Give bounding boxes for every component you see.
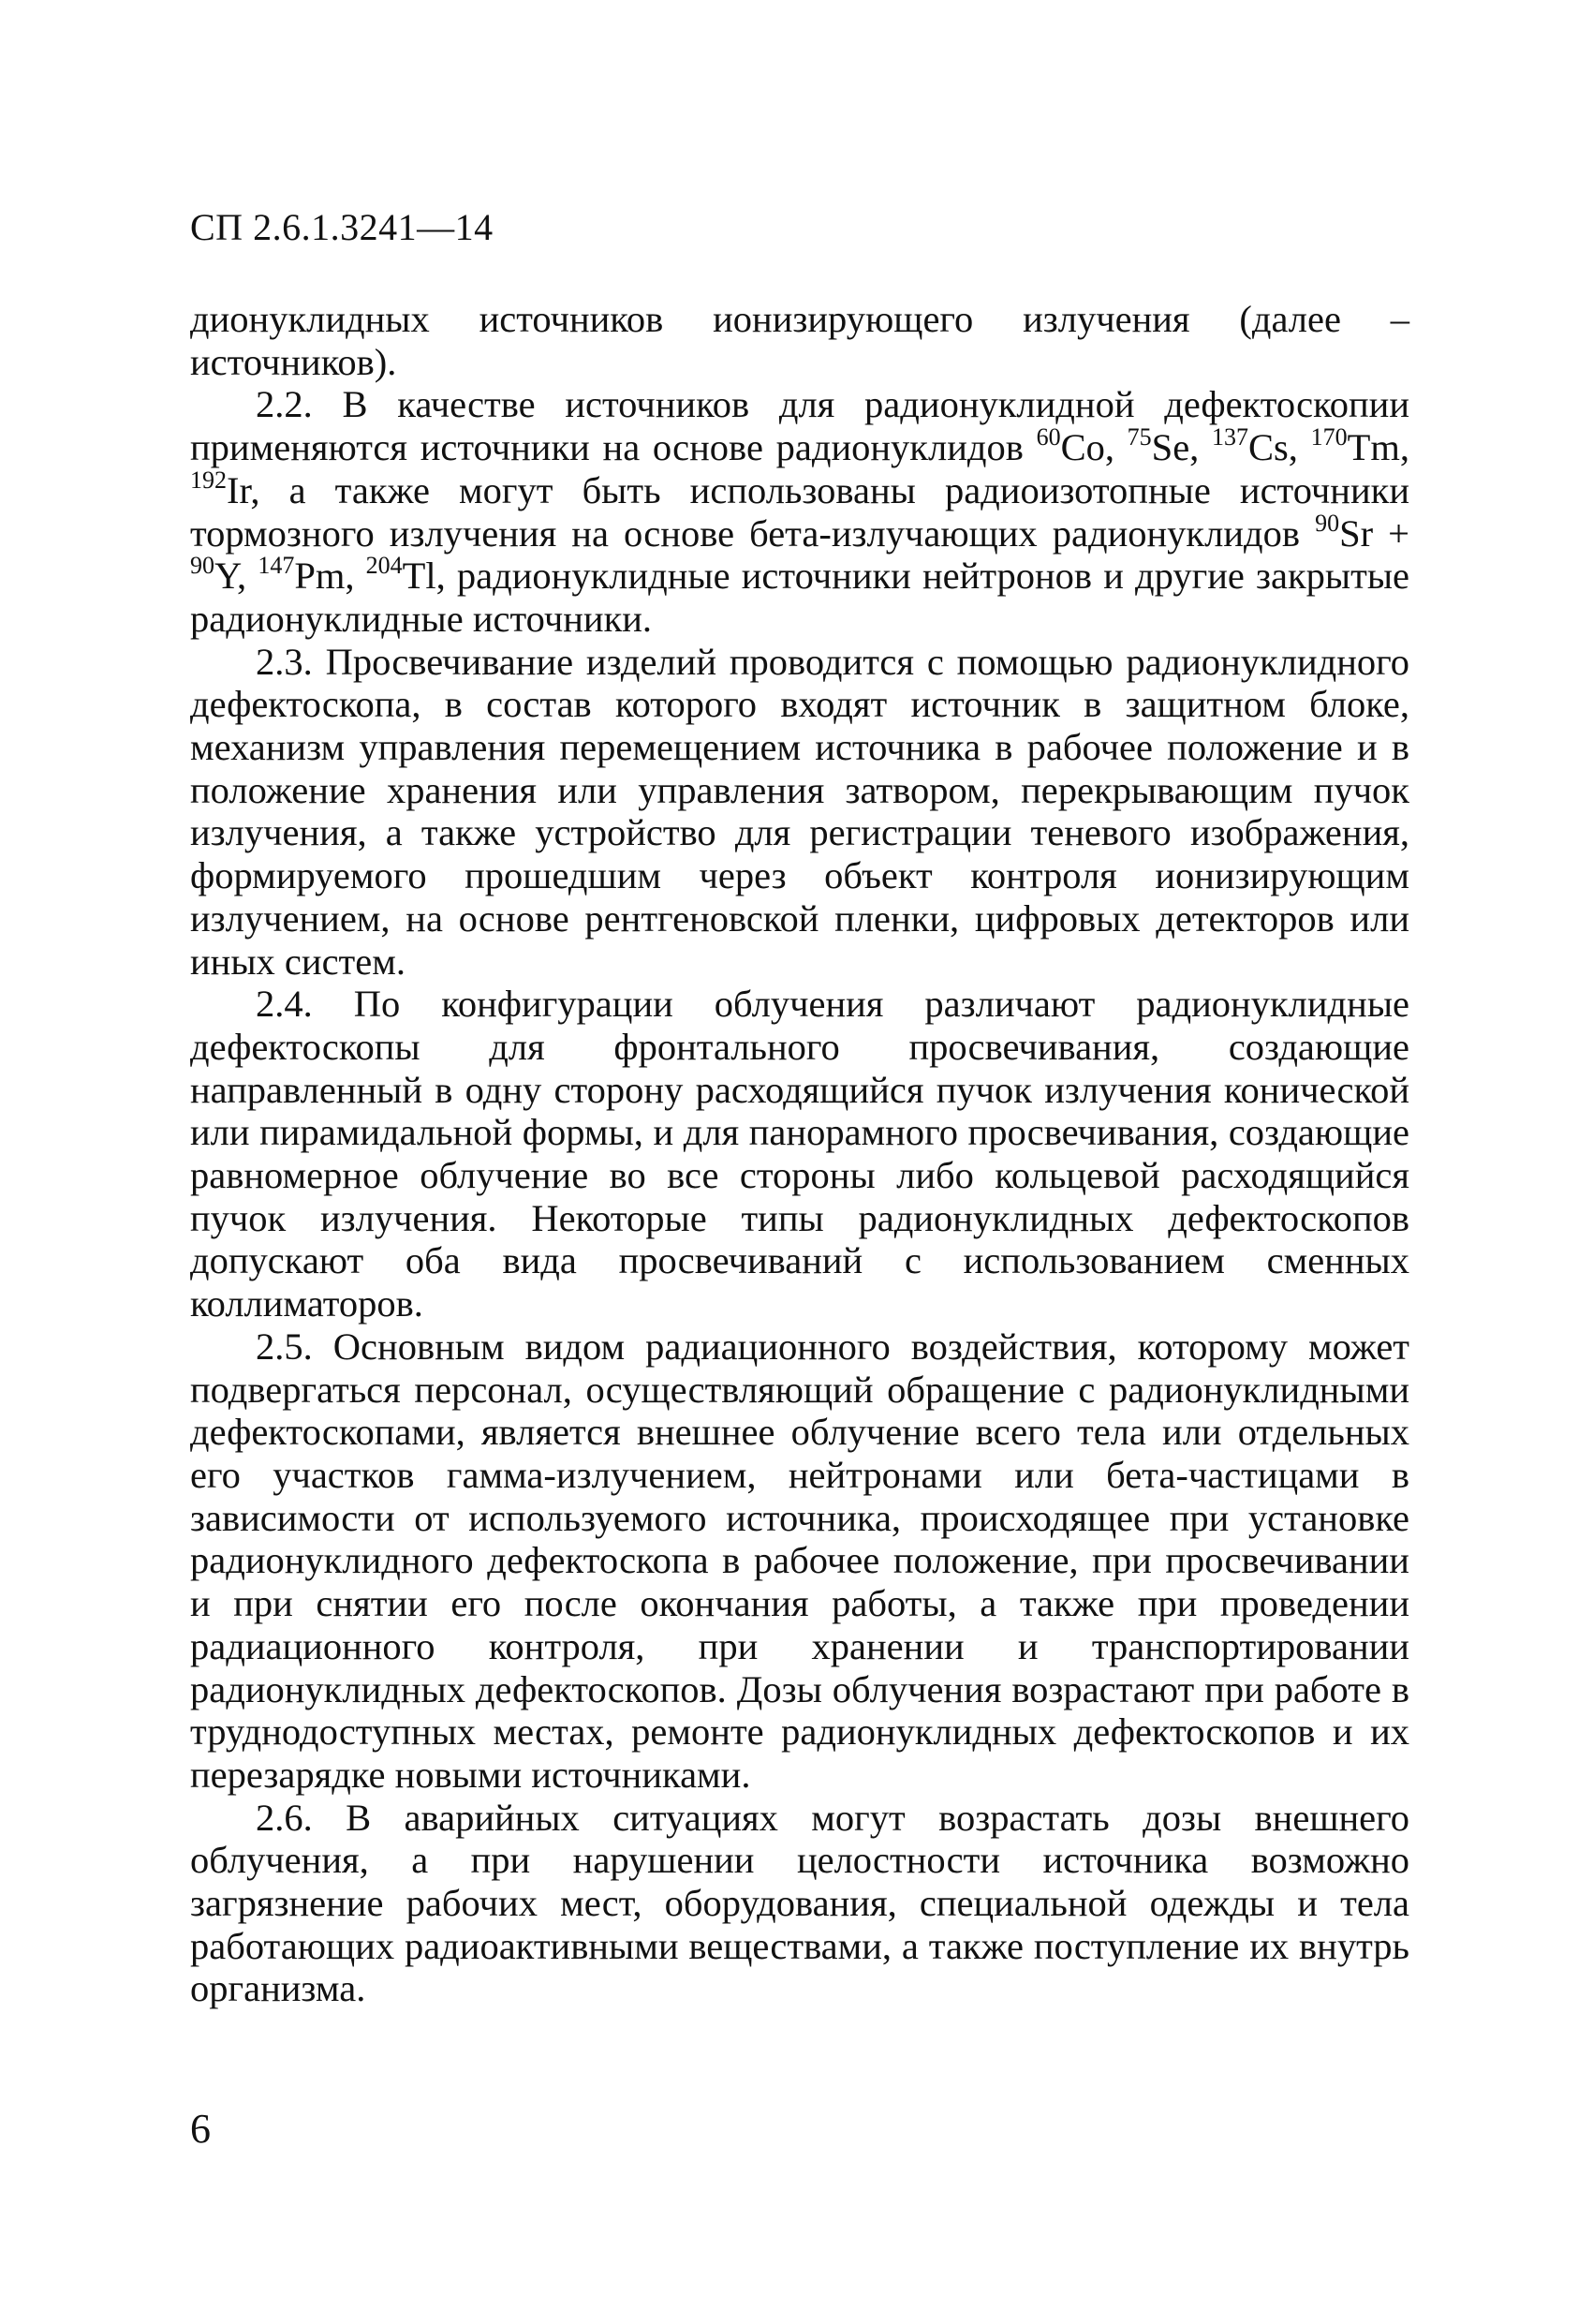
paragraph-2-6 (190, 1797, 1409, 2011)
isotope-mass-number: 90 (1315, 509, 1340, 537)
isotope-mass-number: 170 (1310, 423, 1348, 451)
paragraph-text: Просвечивание изделий проводится с помощью радионуклидного дефектоскопа, в состав которого входят источник в защитном блоке, механизм управления перемещением источника в рабочее положение и в положение хранения или управления затвором, перекрывающим пучок излучения, а также устройство для регистрации теневого изображения, формируемого прошедшим через объект контроля ионизирующим излучением, на основе рентгеновской пленки, цифровых детекторов или иных систем. (190, 640, 1409, 983)
paragraph-2-3 (190, 641, 1409, 984)
isotope-mass-number: 147 (258, 552, 295, 580)
isotope-symbol: Se, (1151, 426, 1213, 469)
paragraph-2-4 (190, 983, 1409, 1325)
page-number: 6 (190, 2106, 211, 2152)
paragraph-text: дионуклидных источников ионизирующего излучения (далее – источников). (190, 298, 1409, 383)
paragraph-2-5 (190, 1325, 1409, 1797)
isotope-mass-number: 90 (190, 552, 214, 580)
isotope-mass-number: 137 (1212, 423, 1249, 451)
paragraph-text: В аварийных ситуациях могут возрастать дозы внешнего облучения, а при нарушении целостности источника возможно загрязнение рабочих мест, оборудования, специальной одежды и тела работающих радиоактивными веществами, а также поступление их внутрь организма. (190, 1796, 1410, 2010)
isotope-symbol: Y, (214, 555, 258, 598)
paragraph-number: 2.2. (256, 383, 313, 426)
document-body (190, 298, 1409, 2010)
isotope-symbol: Sr + (1339, 511, 1409, 555)
paragraph-text: , радионуклидные источники нейтронов и другие закрытые радионуклидные источники. (190, 555, 1410, 640)
paragraph-continuation (190, 298, 1409, 383)
isotope-symbol: Cs, (1248, 426, 1311, 469)
isotope-mass-number: 75 (1127, 423, 1152, 451)
paragraph-number: 2.6. (256, 1796, 313, 1839)
paragraph-text: По конфигурации облучения различают радионуклидные дефектоскопы для фронтального просвечивания, создающие направленный в одну сторону расходящийся пучок излучения конической или пирамидальной формы, и для панорамного просвечивания, создающие равномерное облучение во все стороны либо кольцевой расходящийся пучок излучения. Некоторые типы радионуклидных дефектоскопов допускают оба вида просвечиваний с использованием сменных коллиматоров. (190, 983, 1410, 1325)
isotope-symbol: Tl (402, 555, 436, 598)
isotope-symbol: Co, (1060, 426, 1128, 469)
isotope-mass-number: 192 (190, 466, 227, 494)
isotope-symbol: Tm, (1347, 426, 1410, 469)
paragraph-number: 2.5. (256, 1325, 313, 1368)
paragraph-text: , а также могут быть использованы радиоизотопные источники тормозного излучения на основе бета-излучающих радионуклидов (190, 468, 1409, 555)
isotope-symbol: Pm, (294, 555, 366, 598)
document-code-header: СП 2.6.1.3241—14 (190, 206, 494, 248)
paragraph-text: Основным видом радиационного воздействия, которому может подвергаться персонал, осуществляющий обращение с радионуклидными дефектоскопами, является внешнее облучение всего тела или отдельных его участков гамма-излучением, нейтронами или бета-частицами в зависимости от используемого источника, происходящее при установке радионуклидного дефектоскопа в рабочее положение, при просвечивании и при снятии его после окончания работы, а также при проведении радиационного контроля, при хранении и транспортировании радионуклидных дефектоскопов. Дозы облучения возрастают при работе в труднодоступных местах, ремонте радионуклидных дефектоскопов и их перезарядке новыми источниками. (190, 1325, 1409, 1796)
paragraph-2-2 (190, 383, 1409, 640)
paragraph-text: В качестве источников для радионуклидной дефектоскопии применяются источники на основе радионуклидов (190, 383, 1409, 469)
paragraph-number: 2.4. (256, 983, 313, 1026)
isotope-symbol: Ir (227, 468, 251, 511)
isotope-mass-number: 204 (365, 552, 403, 580)
isotope-mass-number: 60 (1036, 423, 1061, 451)
paragraph-number: 2.3. (256, 640, 313, 683)
